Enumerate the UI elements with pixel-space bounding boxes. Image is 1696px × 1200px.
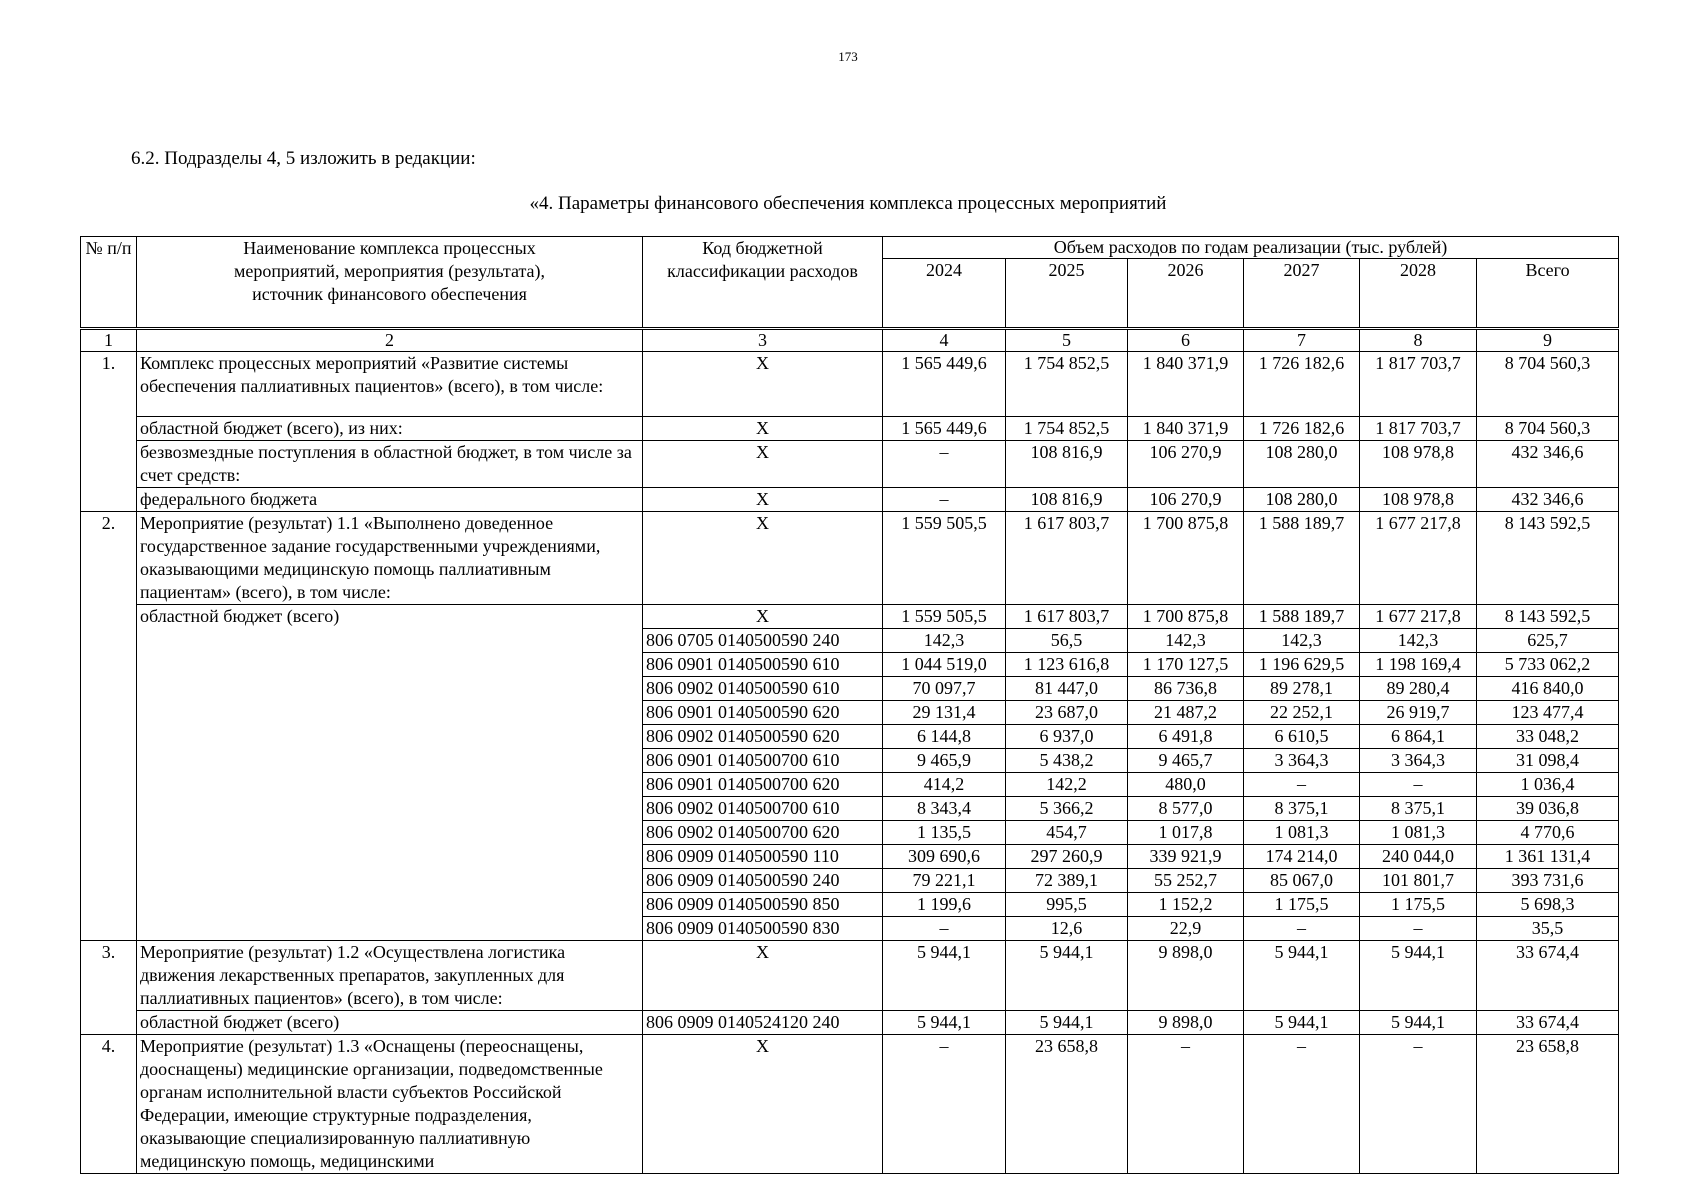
value-2027: 1 196 629,5: [1244, 653, 1360, 677]
value-total: 432 346,6: [1477, 488, 1619, 512]
value-2025: 72 389,1: [1006, 869, 1128, 893]
value-2028: 1 175,5: [1360, 893, 1477, 917]
value-2027: 1 726 182,6: [1244, 352, 1360, 417]
value-2026: 1 017,8: [1128, 821, 1244, 845]
budget-code: X: [643, 512, 883, 605]
value-total: 5 733 062,2: [1477, 653, 1619, 677]
value-total: 35,5: [1477, 917, 1619, 941]
value-2024: 5 944,1: [883, 941, 1006, 1011]
value-2025: 297 260,9: [1006, 845, 1128, 869]
row-number: 4.: [81, 1035, 137, 1174]
value-2024: 9 465,9: [883, 749, 1006, 773]
value-2026: 9 465,7: [1128, 749, 1244, 773]
value-2028: 1 677 217,8: [1360, 512, 1477, 605]
financing-table: [80, 236, 1619, 1174]
value-2027: 108 280,0: [1244, 488, 1360, 512]
budget-code: X: [643, 941, 883, 1011]
value-2024: 79 221,1: [883, 869, 1006, 893]
row-name: Мероприятие (результат) 1.1 «Выполнено доведенное государственное задание государственными учреждениями, оказывающими медицинскую помощь паллиативным пациентам» (всего), в том числе:: [137, 512, 643, 605]
budget-code: X: [643, 488, 883, 512]
header-year-2026: 2026: [1128, 259, 1244, 329]
value-2026: 1 840 371,9: [1128, 352, 1244, 417]
row-name: областной бюджет (всего): [137, 1011, 643, 1035]
header-year-2028: 2028: [1360, 259, 1477, 329]
value-2028: 108 978,8: [1360, 441, 1477, 488]
value-2026: 1 170 127,5: [1128, 653, 1244, 677]
value-2024: –: [883, 1035, 1006, 1174]
value-2026: 142,3: [1128, 629, 1244, 653]
header-row: [81, 237, 1619, 259]
value-2027: 5 944,1: [1244, 941, 1360, 1011]
value-2024: –: [883, 441, 1006, 488]
value-2027: 1 588 189,7: [1244, 605, 1360, 629]
budget-code: 806 0901 0140500590 620: [643, 701, 883, 725]
budget-code: 806 0705 0140500590 240: [643, 629, 883, 653]
value-2028: 1 677 217,8: [1360, 605, 1477, 629]
value-2028: 240 044,0: [1360, 845, 1477, 869]
budget-code: 806 0902 0140500700 610: [643, 797, 883, 821]
value-2025: 5 438,2: [1006, 749, 1128, 773]
value-2025: 1 617 803,7: [1006, 605, 1128, 629]
value-2027: –: [1244, 773, 1360, 797]
value-total: 123 477,4: [1477, 701, 1619, 725]
value-2025: 1 754 852,5: [1006, 417, 1128, 441]
value-2025: 56,5: [1006, 629, 1128, 653]
value-2026: 9 898,0: [1128, 1011, 1244, 1035]
table-row: [81, 441, 1619, 488]
value-2027: 1 726 182,6: [1244, 417, 1360, 441]
value-2024: 1 199,6: [883, 893, 1006, 917]
value-total: 39 036,8: [1477, 797, 1619, 821]
header-name: Наименование комплекса процессных мероприятий, мероприятия (результата), источник финансового обеспечения: [137, 237, 643, 329]
value-2028: 1 081,3: [1360, 821, 1477, 845]
value-2024: 70 097,7: [883, 677, 1006, 701]
value-2025: 1 617 803,7: [1006, 512, 1128, 605]
value-2026: 8 577,0: [1128, 797, 1244, 821]
table-row: [81, 488, 1619, 512]
value-2027: 5 944,1: [1244, 1011, 1360, 1035]
budget-code: 806 0901 0140500700 610: [643, 749, 883, 773]
value-2024: –: [883, 917, 1006, 941]
value-2026: 480,0: [1128, 773, 1244, 797]
value-2024: 1 044 519,0: [883, 653, 1006, 677]
budget-code: X: [643, 441, 883, 488]
row-number: 3.: [81, 941, 137, 1035]
value-total: 33 048,2: [1477, 725, 1619, 749]
page-number: 173: [838, 49, 858, 64]
col-number: 2: [137, 329, 643, 352]
value-2028: 1 198 169,4: [1360, 653, 1477, 677]
table-row: [81, 1035, 1619, 1174]
value-2025: 5 366,2: [1006, 797, 1128, 821]
value-2028: 89 280,4: [1360, 677, 1477, 701]
value-2028: –: [1360, 917, 1477, 941]
value-total: 23 658,8: [1477, 1035, 1619, 1174]
value-total: 8 143 592,5: [1477, 605, 1619, 629]
col-number: 3: [643, 329, 883, 352]
row-name: безвозмездные поступления в областной бюджет, в том числе за счет средств:: [137, 441, 643, 488]
value-2025: 23 658,8: [1006, 1035, 1128, 1174]
value-2026: 1 152,2: [1128, 893, 1244, 917]
col-number: 4: [883, 329, 1006, 352]
value-2028: 1 817 703,7: [1360, 417, 1477, 441]
budget-code: 806 0909 0140524120 240: [643, 1011, 883, 1035]
value-2024: 5 944,1: [883, 1011, 1006, 1035]
value-total: 8 704 560,3: [1477, 417, 1619, 441]
value-2028: –: [1360, 1035, 1477, 1174]
budget-code: X: [643, 605, 883, 629]
value-2025: 142,2: [1006, 773, 1128, 797]
budget-code: X: [643, 352, 883, 417]
value-total: 416 840,0: [1477, 677, 1619, 701]
value-2025: 5 944,1: [1006, 1011, 1128, 1035]
col-number: 7: [1244, 329, 1360, 352]
budget-code: 806 0902 0140500700 620: [643, 821, 883, 845]
value-2027: 174 214,0: [1244, 845, 1360, 869]
value-2025: 1 754 852,5: [1006, 352, 1128, 417]
value-2027: 22 252,1: [1244, 701, 1360, 725]
value-2024: 1 559 505,5: [883, 605, 1006, 629]
value-total: 33 674,4: [1477, 941, 1619, 1011]
table-row: [81, 512, 1619, 605]
col-number: 6: [1128, 329, 1244, 352]
value-2027: 142,3: [1244, 629, 1360, 653]
value-2028: 6 864,1: [1360, 725, 1477, 749]
table-row: [81, 417, 1619, 441]
value-2025: 108 816,9: [1006, 441, 1128, 488]
row-name: Мероприятие (результат) 1.2 «Осуществлена логистика движения лекарственных препаратов, закупленных для паллиативных пациентов» (всего), в том числе:: [137, 941, 643, 1011]
value-2025: 1 123 616,8: [1006, 653, 1128, 677]
value-2026: 55 252,7: [1128, 869, 1244, 893]
table-row: [81, 1011, 1619, 1035]
value-2024: 6 144,8: [883, 725, 1006, 749]
value-2025: 81 447,0: [1006, 677, 1128, 701]
row-number: 2.: [81, 512, 137, 941]
value-2027: 8 375,1: [1244, 797, 1360, 821]
value-2026: 86 736,8: [1128, 677, 1244, 701]
value-2024: 142,3: [883, 629, 1006, 653]
value-2028: 5 944,1: [1360, 1011, 1477, 1035]
value-2028: 3 364,3: [1360, 749, 1477, 773]
value-2025: 108 816,9: [1006, 488, 1128, 512]
value-total: 8 143 592,5: [1477, 512, 1619, 605]
value-total: 1 036,4: [1477, 773, 1619, 797]
header-code: Код бюджетной классификации расходов: [643, 237, 883, 329]
budget-code: 806 0909 0140500590 850: [643, 893, 883, 917]
value-2028: –: [1360, 773, 1477, 797]
budget-code: 806 0901 0140500590 610: [643, 653, 883, 677]
budget-code: 806 0901 0140500700 620: [643, 773, 883, 797]
row-name: Комплекс процессных мероприятий «Развитие системы обеспечения паллиативных пациентов» (всего), в том числе:: [137, 352, 643, 417]
table-row: [81, 941, 1619, 1011]
value-2024: 309 690,6: [883, 845, 1006, 869]
value-2025: 454,7: [1006, 821, 1128, 845]
value-2027: 1 175,5: [1244, 893, 1360, 917]
value-2028: 5 944,1: [1360, 941, 1477, 1011]
row-name: областной бюджет (всего): [137, 605, 643, 941]
value-2024: 414,2: [883, 773, 1006, 797]
value-2028: 108 978,8: [1360, 488, 1477, 512]
value-2025: 23 687,0: [1006, 701, 1128, 725]
value-2026: 6 491,8: [1128, 725, 1244, 749]
budget-code: X: [643, 1035, 883, 1174]
budget-code: 806 0902 0140500590 610: [643, 677, 883, 701]
value-2026: 106 270,9: [1128, 488, 1244, 512]
header-volume: Объем расходов по годам реализации (тыс. рублей): [883, 237, 1619, 259]
value-2024: 1 135,5: [883, 821, 1006, 845]
value-2024: 8 343,4: [883, 797, 1006, 821]
header-year-2025: 2025: [1006, 259, 1128, 329]
intro-text: 6.2. Подразделы 4, 5 изложить в редакции:: [131, 148, 476, 169]
col-number: 9: [1477, 329, 1619, 352]
header-num: № п/п: [81, 237, 137, 329]
value-2024: 29 131,4: [883, 701, 1006, 725]
value-2026: 1 840 371,9: [1128, 417, 1244, 441]
header-year-2027: 2027: [1244, 259, 1360, 329]
value-2028: 1 817 703,7: [1360, 352, 1477, 417]
value-2024: 1 565 449,6: [883, 417, 1006, 441]
value-2024: 1 559 505,5: [883, 512, 1006, 605]
value-2026: 9 898,0: [1128, 941, 1244, 1011]
row-name: областной бюджет (всего), из них:: [137, 417, 643, 441]
header-total: Всего: [1477, 259, 1619, 329]
value-2028: 26 919,7: [1360, 701, 1477, 725]
value-2025: 6 937,0: [1006, 725, 1128, 749]
value-2024: –: [883, 488, 1006, 512]
budget-code: 806 0902 0140500590 620: [643, 725, 883, 749]
value-2026: 1 700 875,8: [1128, 512, 1244, 605]
value-2028: 101 801,7: [1360, 869, 1477, 893]
col-number: 1: [81, 329, 137, 352]
budget-code: X: [643, 417, 883, 441]
value-total: 33 674,4: [1477, 1011, 1619, 1035]
row-name: федерального бюджета: [137, 488, 643, 512]
value-total: 625,7: [1477, 629, 1619, 653]
value-2028: 8 375,1: [1360, 797, 1477, 821]
value-2026: 1 700 875,8: [1128, 605, 1244, 629]
value-2027: 89 278,1: [1244, 677, 1360, 701]
column-number-row: [81, 329, 1619, 352]
value-2027: 85 067,0: [1244, 869, 1360, 893]
value-2026: 22,9: [1128, 917, 1244, 941]
value-2027: –: [1244, 917, 1360, 941]
value-2025: 12,6: [1006, 917, 1128, 941]
budget-code: 806 0909 0140500590 830: [643, 917, 883, 941]
row-number: 1.: [81, 352, 137, 512]
row-name: Мероприятие (результат) 1.3 «Оснащены (переоснащены, дооснащены) медицинские организации, подведомственные органам исполнительной власти субъектов Российской Федерации, имеющие структурные подразделения, оказывающие специализированную паллиативную медицинскую помощь, медицинскими: [137, 1035, 643, 1174]
value-2028: 142,3: [1360, 629, 1477, 653]
table-row: [81, 352, 1619, 417]
value-2026: –: [1128, 1035, 1244, 1174]
value-2027: 6 610,5: [1244, 725, 1360, 749]
table-row: [81, 605, 1619, 629]
value-total: 1 361 131,4: [1477, 845, 1619, 869]
value-2027: 108 280,0: [1244, 441, 1360, 488]
section-heading: «4. Параметры финансового обеспечения комплекса процессных мероприятий: [529, 193, 1167, 214]
value-2027: –: [1244, 1035, 1360, 1174]
col-number: 5: [1006, 329, 1128, 352]
value-2027: 1 081,3: [1244, 821, 1360, 845]
value-2025: 5 944,1: [1006, 941, 1128, 1011]
value-total: 432 346,6: [1477, 441, 1619, 488]
budget-code: 806 0909 0140500590 240: [643, 869, 883, 893]
value-2027: 1 588 189,7: [1244, 512, 1360, 605]
col-number: 8: [1360, 329, 1477, 352]
value-2026: 21 487,2: [1128, 701, 1244, 725]
value-2026: 339 921,9: [1128, 845, 1244, 869]
value-2025: 995,5: [1006, 893, 1128, 917]
value-total: 8 704 560,3: [1477, 352, 1619, 417]
value-total: 393 731,6: [1477, 869, 1619, 893]
value-total: 31 098,4: [1477, 749, 1619, 773]
value-2027: 3 364,3: [1244, 749, 1360, 773]
value-2024: 1 565 449,6: [883, 352, 1006, 417]
value-total: 4 770,6: [1477, 821, 1619, 845]
value-total: 5 698,3: [1477, 893, 1619, 917]
header-year-2024: 2024: [883, 259, 1006, 329]
budget-code: 806 0909 0140500590 110: [643, 845, 883, 869]
value-2026: 106 270,9: [1128, 441, 1244, 488]
